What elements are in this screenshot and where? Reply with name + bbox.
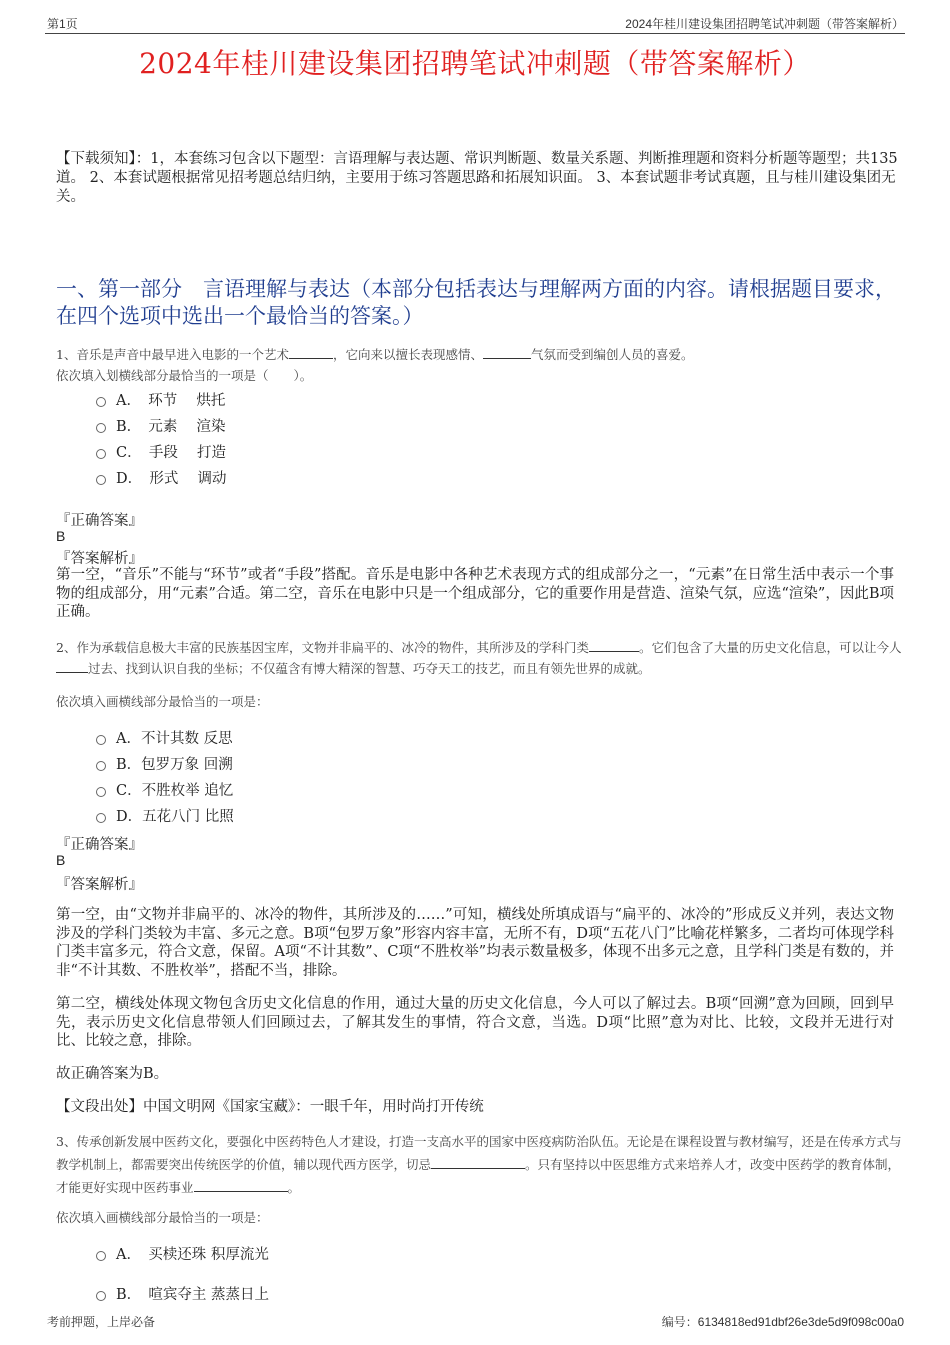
q1-option-b[interactable] xyxy=(96,415,226,436)
q2-stem-part-c: 过去、找到认识自我的坐标；不仅蕴含有博大精深的智慧、巧夺天工的技艺，而且有领先世界的成就。 xyxy=(88,661,651,676)
q1-answer-label: 『正确答案』 xyxy=(56,513,143,529)
q1-option-c[interactable] xyxy=(96,441,226,462)
q1-stem-part-c: 气氛而受到编创人员的喜爱。 xyxy=(530,347,694,362)
q2-option-c-label: C．不胜枚举 追忆 xyxy=(116,783,234,799)
q2-stem-part-b: 。它们包含了大量的历史文化信息，可以让今人 xyxy=(638,640,902,655)
radio-icon[interactable] xyxy=(96,1251,106,1261)
question-3-stem xyxy=(56,1130,902,1199)
q3-blank-1 xyxy=(431,1155,525,1169)
q3-stem-part-c: 。 xyxy=(287,1180,301,1195)
q3-option-a[interactable] xyxy=(96,1243,269,1264)
q2-option-b-label: B．包罗万象 回溯 xyxy=(116,757,233,773)
q2-conclusion: 故正确答案为B。 xyxy=(56,1066,169,1082)
q2-analysis-label: 『答案解析』 xyxy=(56,877,143,893)
q1-option-b-label: B． 元素 渲染 xyxy=(116,419,226,435)
q3-blank-2 xyxy=(194,1178,288,1192)
q1-stem-part-b: ，它向来以擅长表现感情、 xyxy=(332,347,483,362)
header-doc-title: 2024年桂川建设集团招聘笔试冲刺题（带答案解析） xyxy=(625,17,904,31)
radio-icon[interactable] xyxy=(96,735,106,745)
q2-stem-part-a: 2、作为承载信息极大丰富的民族基因宝库，文物并非扁平的、冰冷的物件，其所涉及的学科门类 xyxy=(56,640,589,655)
q2-option-c[interactable] xyxy=(96,779,233,800)
q3-stem-part-b: 。只有坚持以中医思维方式来培养人才，改变中医药学的教育体制，才能更好实现中医药事业 xyxy=(56,1157,901,1195)
footer-id-label: 编号： xyxy=(661,1315,698,1329)
radio-icon[interactable] xyxy=(96,761,106,771)
header-divider xyxy=(45,33,905,34)
q1-option-d[interactable] xyxy=(96,467,226,488)
q2-blank-1 xyxy=(589,638,639,652)
q2-option-a[interactable] xyxy=(96,727,233,748)
q1-option-a-label: A． 环节 烘托 xyxy=(116,393,226,409)
q1-blank-2 xyxy=(483,345,531,359)
q2-analysis-para-2: 第二空，横线处体现文物包含历史文化信息的作用，通过大量的历史文化信息，今人可以了解过去。B项“回溯”意为回顾，回到早先，表示历史文化信息带领人们回顾过去，了解其发生的事情，符合文意，当选。D项“比照”意为对比、比较，文段并无进行对比、比较之意，排除。 xyxy=(56,996,894,1049)
page-number: 第1页 xyxy=(47,17,78,31)
q2-option-a-label: A．不计其数 反思 xyxy=(116,731,233,747)
q3-option-a-label: A． 买椟还珠 积厚流光 xyxy=(116,1247,269,1263)
q3-stem-part-a: 3、传承创新发展中医药文化，要强化中医药特色人才建设，打造一支高水平的国家中医疫病防治队伍。无论是在课程设置与教材编写，还是在传承方式与教学机制上，都需要突出传统医学的价值，辅以现代西方医学，切忌 xyxy=(56,1134,902,1172)
q2-option-d-label: D．五花八门 比照 xyxy=(116,809,234,825)
radio-icon[interactable] xyxy=(96,423,106,433)
question-2-stem xyxy=(56,637,902,679)
radio-icon[interactable] xyxy=(96,1291,106,1301)
radio-icon[interactable] xyxy=(96,787,106,797)
q1-stem-part-a: 1、音乐是声音中最早进入电影的一个艺术 xyxy=(56,347,289,362)
question-1-prompt: 依次填入划横线部分最恰当的一项是（ ）。 xyxy=(56,368,313,383)
question-1-stem xyxy=(56,344,902,365)
radio-icon[interactable] xyxy=(96,449,106,459)
question-3-prompt: 依次填入画横线部分最恰当的一项是： xyxy=(56,1210,269,1225)
radio-icon[interactable] xyxy=(96,475,106,485)
q2-option-b[interactable] xyxy=(96,753,233,774)
footer-id-code: 6134818ed91dbf26e3de5d9f098c00a0 xyxy=(697,1315,904,1329)
radio-icon[interactable] xyxy=(96,397,106,407)
download-notice: 【下载须知】：1，本套练习包含以下题型：言语理解与表达题、常识判断题、数量关系题、判断推理题和资料分析题等题型；共135道。 2、本套试题根据常见招考题总结归纳，主要用于练习答题思路和拓展知识面。 3、本套试题非考试真题，且与桂川建设集团无关。 xyxy=(56,151,898,205)
q2-blank-2 xyxy=(56,659,88,673)
footer-doc-id xyxy=(662,1313,904,1330)
q2-analysis-para-1: 第一空，由“文物并非扁平的、冰冷的物件，其所涉及的……”可知，横线处所填成语与“扁平的、冰冷的”形成反义并列，表达文物涉及的学科门类较为丰富、多元之意。B项“包罗万象”形容内容丰富，无所不有，D项“五花八门”比喻花样繁多，二者均可体现学科门类丰富多元，符合文意，保留。A项“不计其数”、C项“不胜枚举”均表示数量极多，体现不出多元之意，且学科门类是有数的，并非“不计其数、不胜枚举”，搭配不当，排除。 xyxy=(56,907,894,979)
q2-answer: B xyxy=(56,852,66,868)
q1-option-c-label: C． 手段 打造 xyxy=(116,445,226,461)
q2-option-d[interactable] xyxy=(96,805,234,826)
q1-option-d-label: D． 形式 调动 xyxy=(116,471,227,487)
question-2-prompt: 依次填入画横线部分最恰当的一项是： xyxy=(56,694,269,709)
q2-answer-label: 『正确答案』 xyxy=(56,837,143,853)
q1-option-a[interactable] xyxy=(96,389,225,410)
radio-icon[interactable] xyxy=(96,813,106,823)
q1-blank-1 xyxy=(289,345,333,359)
q3-option-b-label: B． 喧宾夺主 蒸蒸日上 xyxy=(116,1287,270,1303)
q1-analysis-label: 『答案解析』 xyxy=(56,551,143,567)
q2-source: 【文段出处】中国文明网《国家宝藏》：一眼千年，用时尚打开传统 xyxy=(56,1099,484,1115)
footer-slogan: 考前押题，上岸必备 xyxy=(47,1315,156,1329)
q1-answer: B xyxy=(56,528,66,544)
section-heading: 一、第一部分 言语理解与表达（本部分包括表达与理解两方面的内容。请根据题目要求，在四个选项中选出一个最恰当的答案。） xyxy=(56,277,896,328)
page-title: 2024年桂川建设集团招聘笔试冲刺题（带答案解析） xyxy=(139,47,811,80)
q1-analysis: 第一空，“音乐”不能与“环节”或者“手段”搭配。音乐是电影中各种艺术表现方式的组成部分之一，“元素”在日常生活中表示一个事物的组成部分，用“元素”合适。第二空，音乐在电影中只是一个组成部分，它的重要作用是营造、渲染气氛，应选“渲染”，因此B项正确。 xyxy=(56,567,894,620)
q3-option-b[interactable] xyxy=(96,1283,269,1304)
